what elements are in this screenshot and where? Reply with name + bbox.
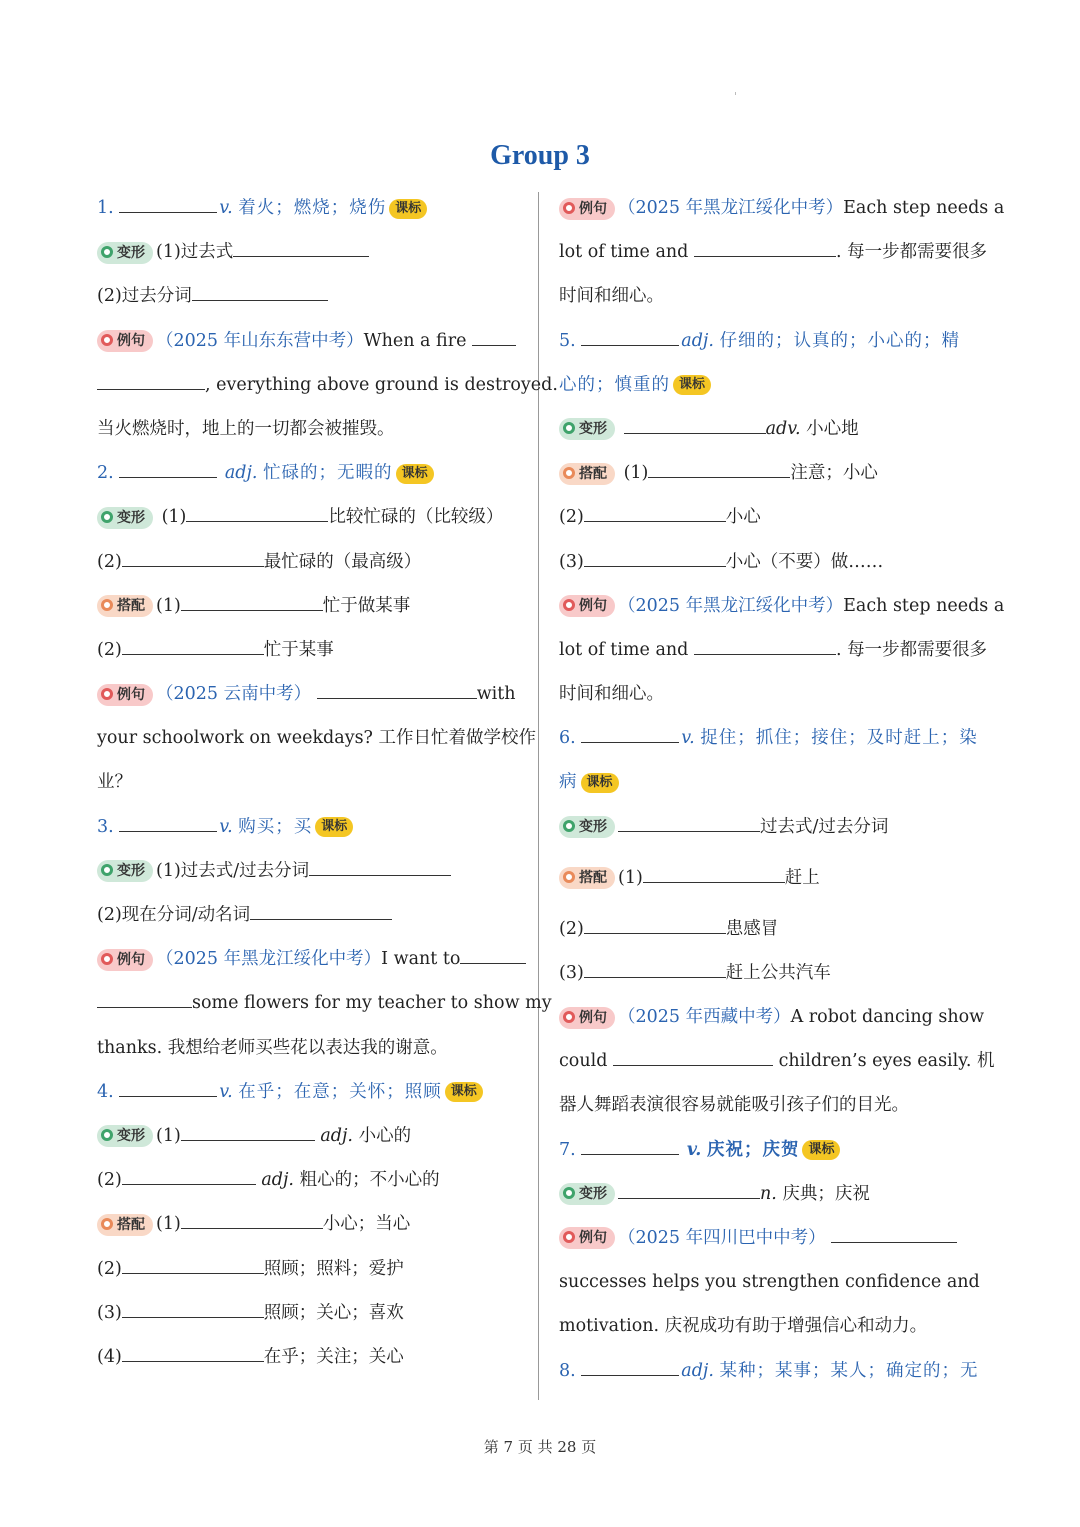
answer-blank[interactable] — [192, 278, 328, 301]
entry-6-header-cont — [559, 764, 984, 808]
entry-4-form-2 — [97, 1162, 522, 1206]
meaning: 着火；燃烧；烧伤 — [238, 198, 387, 218]
tag-dot-icon — [101, 246, 113, 258]
answer-blank[interactable] — [181, 1206, 323, 1229]
kebiao-badge: 课标 — [445, 1082, 483, 1102]
tag-dot-icon — [563, 820, 575, 832]
tag-dot-icon — [101, 511, 113, 523]
colloc-label: 小心 — [725, 507, 761, 528]
left-column — [97, 190, 558, 1383]
entry-1-example-2 — [97, 367, 558, 411]
form-label: (1)过去式/过去分词 — [156, 860, 310, 881]
colloc-label: 忙于做某事 — [322, 595, 411, 616]
colloc-index: (3) — [559, 551, 584, 572]
entry-2-form-2 — [97, 544, 522, 588]
form-index: (1) — [161, 507, 187, 528]
entry-2-form-1 — [97, 499, 522, 543]
example-source: （2025 年黑龙江绥化中考） — [156, 949, 382, 970]
example-source: （2025 云南中考） — [156, 684, 312, 705]
meaning: 心的；慎重的 — [559, 374, 670, 395]
colloc-label: 注意；小心 — [790, 463, 878, 484]
tag-label: 搭配 — [579, 465, 607, 482]
answer-blank[interactable] — [584, 955, 726, 978]
example-text: . 每一步都需要很多 — [835, 242, 988, 263]
example-text: lot of time and — [559, 242, 689, 263]
entry-6-form — [559, 809, 984, 860]
answer-blank[interactable] — [831, 1220, 957, 1243]
bianxing-tag — [97, 507, 153, 529]
tag-label: 变形 — [579, 1186, 607, 1203]
entry-number: 1. — [97, 198, 114, 218]
entry-6-colloc-1 — [559, 860, 984, 911]
entry-3-header — [97, 809, 522, 853]
colloc-label: 赶上公共汽车 — [725, 962, 831, 983]
answer-blank[interactable] — [309, 853, 451, 876]
bianxing-tag — [559, 418, 615, 440]
kebiao-badge: 课标 — [315, 817, 353, 837]
continued-example-3: 时间和细心。 — [559, 286, 664, 307]
tag-label: 搭配 — [117, 598, 145, 615]
tag-label: 变形 — [117, 863, 145, 880]
tag-dot-icon — [563, 422, 575, 434]
entry-5-example-2 — [559, 632, 988, 676]
liju-tag — [559, 198, 615, 220]
kebiao-badge: 课标 — [802, 1140, 840, 1160]
entry-4-header — [97, 1074, 522, 1118]
entry-5-colloc-1 — [559, 455, 984, 499]
entry-3-example-3: thanks. 我想给老师买些花以表达我的谢意。 — [97, 1037, 448, 1058]
kebiao-badge: 课标 — [396, 464, 434, 484]
entry-4-colloc-4 — [97, 1339, 522, 1383]
form-index: (2) — [97, 1170, 122, 1191]
example-source: （2025 年山东东营中考） — [156, 330, 364, 351]
entry-5-colloc-2 — [559, 499, 984, 543]
entry-5-colloc-3 — [559, 544, 984, 588]
colloc-index: (4) — [97, 1346, 122, 1367]
colloc-index: (2) — [559, 918, 584, 939]
bianxing-tag — [559, 1183, 615, 1205]
answer-blank[interactable] — [122, 544, 264, 567]
answer-blank[interactable] — [181, 588, 323, 611]
entry-number: 3. — [97, 816, 114, 837]
answer-blank[interactable] — [97, 985, 192, 1008]
colloc-label: 照顾；照料；爱护 — [263, 1258, 404, 1279]
kebiao-badge: 课标 — [389, 199, 427, 219]
entry-number: 5. — [559, 330, 576, 351]
bianxing-tag — [559, 816, 615, 838]
form-label: 最忙碌的（最高级） — [263, 551, 422, 572]
example-text: . 每一步都需要很多 — [835, 639, 988, 660]
answer-blank[interactable] — [618, 809, 760, 832]
kebiao-badge: 课标 — [673, 375, 711, 395]
tag-label: 变形 — [579, 421, 607, 438]
liju-tag — [559, 595, 615, 617]
form-label: 小心的 — [358, 1125, 412, 1146]
part-of-speech: adj. — [681, 330, 714, 351]
entry-7-example-2: successes helps you strengthen confidence and — [559, 1272, 980, 1293]
liju-tag — [97, 949, 153, 971]
tag-dot-icon — [563, 599, 575, 611]
column-divider — [538, 192, 539, 1400]
entry-3-example-1 — [97, 941, 522, 985]
tag-dot-icon — [563, 1011, 575, 1023]
meaning: 购买；买 — [238, 816, 313, 837]
tag-label: 搭配 — [117, 1216, 145, 1233]
entry-7-example-3: motivation. 庆祝成功有助于增强信心和动力。 — [559, 1316, 928, 1337]
bianxing-tag — [97, 1125, 153, 1147]
tag-dot-icon — [101, 1218, 113, 1230]
tag-label: 变形 — [117, 1128, 145, 1145]
colloc-label: 小心；当心 — [322, 1214, 411, 1235]
form-label: 小心地 — [806, 418, 859, 439]
entry-4-colloc-3 — [97, 1295, 522, 1339]
tag-dot-icon — [101, 1129, 113, 1141]
entry-number: 6. — [559, 728, 576, 749]
answer-blank[interactable] — [584, 499, 726, 522]
tag-dot-icon — [101, 953, 113, 965]
part-of-speech: adv. — [765, 418, 801, 439]
entry-1-example-cn: 当火燃烧时，地上的一切都会被摧毁。 — [97, 418, 395, 439]
meaning: 捉住；抓住；接住；及时赶上；染 — [700, 728, 978, 749]
example-source: （2025 年四川巴中中考） — [618, 1227, 826, 1248]
answer-blank[interactable] — [584, 544, 726, 567]
colloc-label: 照顾；关心；喜欢 — [263, 1302, 404, 1323]
tag-dot-icon — [101, 864, 113, 876]
part-of-speech: v. — [219, 198, 233, 218]
entry-1-form-2 — [97, 278, 522, 322]
entry-4-form-1 — [97, 1118, 522, 1162]
entry-2-colloc-1 — [97, 588, 522, 632]
example-source: （2025 年黑龙江绥化中考） — [618, 595, 844, 616]
entry-number: 8. — [559, 1360, 576, 1381]
entry-2-colloc-2 — [97, 632, 522, 676]
meaning: 在乎；在意；关怀；照顾 — [238, 1081, 442, 1102]
answer-blank[interactable] — [233, 234, 369, 257]
tag-label: 搭配 — [579, 870, 607, 887]
entry-3-form-1 — [97, 853, 522, 897]
page-footer: 第 7 页 共 28 页 — [483, 1438, 597, 1456]
tag-label: 例句 — [117, 951, 145, 968]
answer-blank[interactable] — [97, 367, 205, 390]
entry-number: 4. — [97, 1081, 114, 1102]
example-source: （2025 年黑龙江绥化中考） — [618, 198, 844, 218]
part-of-speech: v. — [681, 728, 695, 749]
colloc-index: (2) — [97, 639, 122, 660]
entry-5-example-3: 时间和细心。 — [559, 684, 664, 705]
form-index: (1) — [156, 1125, 181, 1146]
liju-tag — [559, 1007, 615, 1029]
entry-6-colloc-2 — [559, 911, 984, 955]
entry-1-header — [97, 190, 522, 234]
answer-blank[interactable] — [472, 323, 516, 346]
bianxing-tag — [97, 860, 153, 882]
tag-dot-icon — [563, 467, 575, 479]
example-text: A robot dancing show — [790, 1007, 985, 1027]
answer-blank[interactable] — [122, 1295, 264, 1318]
tag-label: 例句 — [117, 333, 145, 350]
answer-blank[interactable] — [584, 911, 726, 934]
page-title: Group 3 — [490, 140, 590, 171]
tag-label: 例句 — [579, 200, 607, 217]
part-of-speech: adj. — [261, 1170, 294, 1191]
right-column — [559, 190, 1005, 1397]
answer-blank[interactable] — [694, 632, 836, 655]
tag-label: 变形 — [117, 244, 145, 261]
part-of-speech: v. — [219, 1081, 233, 1102]
example-text: When a fire — [363, 330, 467, 351]
form-label: 粗心的；不小心的 — [299, 1170, 440, 1191]
meaning: 忙碌的；无暇的 — [263, 463, 393, 484]
dapei-tag — [97, 595, 153, 617]
entry-7-form — [559, 1176, 984, 1220]
part-of-speech: v. — [686, 1139, 702, 1160]
colloc-index: (1) — [156, 595, 181, 616]
entry-5-example-1 — [559, 588, 1005, 632]
tag-dot-icon — [101, 334, 113, 346]
answer-blank[interactable] — [581, 323, 679, 346]
answer-blank[interactable] — [119, 809, 217, 832]
liju-tag — [559, 1227, 615, 1249]
colloc-index: (1) — [618, 867, 643, 888]
entry-2-example-3: 业？ — [97, 772, 132, 793]
answer-blank[interactable] — [119, 190, 217, 213]
meaning: 庆祝；庆贺 — [706, 1139, 800, 1160]
tag-dot-icon — [563, 1187, 575, 1199]
example-text: with — [476, 684, 516, 705]
entry-6-example-3: 器人舞蹈表演很容易就能吸引孩子们的目光。 — [559, 1095, 909, 1116]
liju-tag — [97, 684, 153, 706]
tag-dot-icon — [563, 1231, 575, 1243]
form-label: 庆典；庆祝 — [782, 1183, 870, 1204]
answer-blank[interactable] — [181, 1118, 315, 1141]
answer-blank[interactable] — [648, 455, 790, 478]
continued-example-2 — [559, 234, 988, 278]
tag-label: 变形 — [579, 819, 607, 836]
tag-label: 例句 — [117, 686, 145, 703]
colloc-index: (3) — [97, 1302, 122, 1323]
part-of-speech: adj. — [224, 463, 258, 484]
part-of-speech: n. — [760, 1183, 777, 1204]
entry-1-example-1 — [97, 323, 522, 367]
entry-2-example-2: your schoolwork on weekdays? 工作日忙着做学校作 — [97, 728, 537, 749]
entry-8-header — [559, 1353, 984, 1397]
tag-label: 例句 — [579, 1009, 607, 1026]
bianxing-tag — [97, 242, 153, 264]
example-source: （2025 年西藏中考） — [618, 1007, 791, 1027]
example-text: some flowers for my teacher to show my — [192, 993, 552, 1014]
form-label: 比较忙碌的（比较级） — [328, 507, 504, 528]
tag-dot-icon — [101, 599, 113, 611]
answer-blank[interactable] — [618, 1176, 760, 1199]
entry-5-form — [559, 411, 984, 455]
entry-5-header-cont — [559, 367, 984, 411]
answer-blank[interactable] — [613, 1043, 773, 1066]
answer-blank[interactable] — [119, 1074, 217, 1097]
meaning: 仔细的；认真的；小心的；精 — [719, 330, 960, 351]
colloc-index: (1) — [623, 463, 649, 484]
meaning: 病 — [559, 772, 578, 793]
entry-number: 2. — [97, 463, 114, 484]
entry-6-header — [559, 720, 984, 764]
tag-dot-icon — [563, 202, 575, 214]
example-text: Each step needs a — [843, 595, 1005, 616]
part-of-speech: adj. — [681, 1360, 714, 1381]
entry-1-form-1 — [97, 234, 522, 278]
entry-6-colloc-3 — [559, 955, 984, 999]
colloc-label: 患感冒 — [725, 918, 779, 939]
entry-6-example-1 — [559, 999, 984, 1043]
colloc-label: 忙于某事 — [263, 639, 334, 660]
entry-2-header — [97, 455, 522, 499]
page-mark — [735, 92, 736, 95]
answer-blank[interactable] — [122, 1339, 264, 1362]
answer-blank[interactable] — [581, 1353, 679, 1376]
colloc-index: (2) — [97, 1258, 122, 1279]
answer-blank[interactable] — [122, 632, 264, 655]
example-text: lot of time and — [559, 639, 689, 660]
part-of-speech: adj. — [320, 1125, 353, 1146]
example-text: Each step needs a — [843, 198, 1005, 218]
colloc-index: (2) — [559, 507, 584, 528]
dapei-tag — [559, 463, 615, 485]
form-index: (2) — [97, 551, 122, 572]
entry-7-example-1 — [559, 1220, 984, 1264]
form-label: (2)过去分词 — [97, 286, 192, 307]
entry-6-example-2 — [559, 1043, 995, 1087]
answer-blank[interactable] — [122, 1162, 256, 1185]
meaning: 某种；某事；某人；确定的；无 — [719, 1360, 979, 1381]
kebiao-badge: 课标 — [581, 773, 619, 793]
form-label: (2)现在分词/动名词 — [97, 905, 251, 925]
liju-tag — [97, 330, 153, 352]
entry-2-example-1 — [97, 676, 522, 720]
tag-label: 变形 — [117, 509, 145, 526]
entry-4-colloc-2 — [97, 1251, 522, 1295]
example-text: I want to — [381, 949, 461, 970]
answer-blank[interactable] — [581, 1132, 679, 1155]
form-label: 过去式/过去分词 — [760, 816, 889, 837]
answer-blank[interactable] — [317, 676, 477, 699]
entry-3-example-2 — [97, 985, 552, 1029]
entry-3-form-2 — [97, 897, 522, 941]
entry-4-colloc-1 — [97, 1206, 522, 1250]
entry-number: 7. — [559, 1139, 576, 1160]
tag-label: 例句 — [579, 598, 607, 615]
tag-dot-icon — [563, 871, 575, 883]
continued-example-1 — [559, 190, 1005, 234]
tag-label: 例句 — [579, 1230, 607, 1247]
entry-7-header — [559, 1132, 984, 1176]
tag-dot-icon — [101, 688, 113, 700]
colloc-label: 在乎；关注；关心 — [263, 1346, 404, 1367]
answer-blank[interactable] — [643, 860, 785, 883]
answer-blank[interactable] — [250, 897, 392, 920]
colloc-index: (1) — [156, 1214, 181, 1235]
colloc-index: (3) — [559, 962, 584, 983]
answer-blank[interactable] — [624, 411, 766, 434]
answer-blank[interactable] — [460, 941, 526, 964]
colloc-label: 赶上 — [784, 867, 820, 888]
form-label: (1)过去式 — [156, 242, 234, 263]
colloc-label: 小心（不要）做…… — [725, 551, 884, 572]
example-text: children’s eyes easily. 机 — [778, 1051, 995, 1072]
example-text: , everything above ground is destroyed. — [205, 374, 558, 395]
answer-blank[interactable] — [122, 1251, 264, 1274]
part-of-speech: v. — [219, 816, 233, 837]
answer-blank[interactable] — [186, 499, 328, 522]
dapei-tag — [97, 1214, 153, 1236]
answer-blank[interactable] — [119, 455, 217, 478]
example-text: could — [559, 1051, 608, 1072]
answer-blank[interactable] — [581, 720, 679, 743]
answer-blank[interactable] — [694, 234, 836, 257]
entry-5-header — [559, 323, 984, 367]
dapei-tag — [559, 867, 615, 889]
